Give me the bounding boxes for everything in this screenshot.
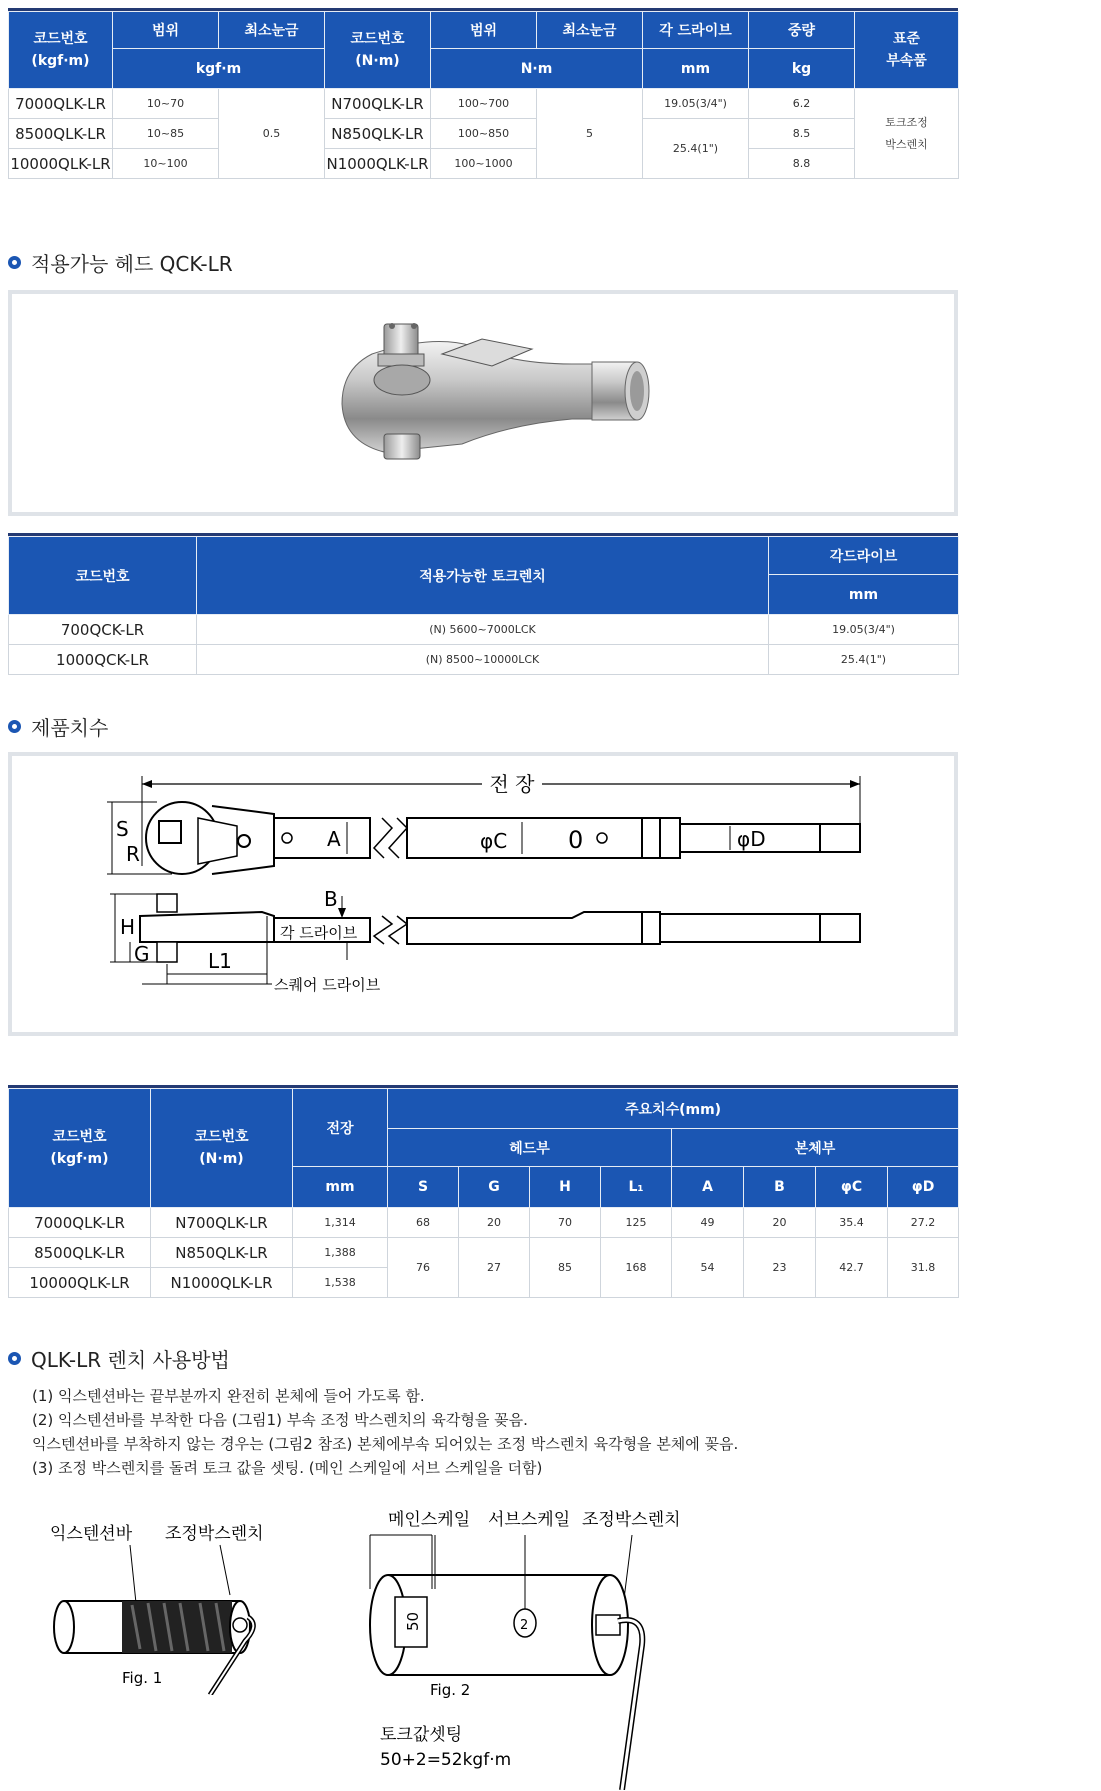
section-title-text: 적용가능 헤드 QCK-LR (31, 252, 233, 276)
label-H: H (120, 915, 136, 939)
header-head: 헤드부 (388, 1129, 672, 1167)
section-title-usage (8, 1344, 230, 1373)
header-col-D: φD (888, 1167, 959, 1208)
wrench-diagram-icon (12, 756, 954, 1032)
header-code-kgf: 코드번호 (kgf·m) (9, 12, 113, 89)
section-title-dims (8, 712, 108, 741)
range-kgf: 10~100 (113, 149, 219, 179)
fig2-illustration (360, 1505, 700, 1790)
dimension-table (8, 1088, 959, 1298)
section-title-text: QLK-LR 렌치 사용방법 (31, 1348, 230, 1372)
header-range-nm: 범위 (431, 12, 537, 49)
header-length: 전장 (293, 1089, 388, 1167)
header-drive-unit: mm (643, 49, 749, 89)
fig2-setting-title: 토크값셋팅 (380, 1725, 463, 1745)
instruction-item: 익스텐션바를 부착하지 않는 경우는 (그림2 참조) 본체에부속 되어있는 조정 박스렌치 육각형을 본체에 꽂음. (32, 1435, 739, 1453)
drive-value: 19.05(3/4") (643, 89, 749, 119)
header-body: 본체부 (672, 1129, 959, 1167)
instruction-item: (2) 익스텐션바를 부착한 다음 (그림1) 부속 조정 박스렌치의 육각형을 꽂음. (32, 1411, 528, 1429)
weight-value: 8.5 (749, 119, 855, 149)
bullet-icon (8, 1352, 21, 1365)
range-kgf: 10~70 (113, 89, 219, 119)
label-S: S (116, 817, 129, 841)
val-H: 85 (530, 1238, 601, 1298)
val-D: 27.2 (888, 1208, 959, 1238)
ratchet-head-icon (12, 294, 954, 512)
range-nm: 100~1000 (431, 149, 537, 179)
table-row (9, 1208, 959, 1238)
header-drive-unit: mm (769, 575, 959, 615)
label-D: φD (737, 827, 766, 851)
code-nm: N700QLK-LR (151, 1208, 293, 1238)
code-nm: N1000QLK-LR (151, 1268, 293, 1298)
label-angle-drive: 각 드라이브 (280, 924, 358, 942)
dimension-drawing (8, 752, 958, 1036)
fig1-caption: Fig. 1 (122, 1669, 163, 1687)
header-range: 범위 (113, 12, 219, 49)
min-scale-nm: 5 (537, 89, 643, 179)
fig2-scale-main: 50 (404, 1611, 422, 1631)
val-D: 31.8 (888, 1238, 959, 1298)
val-S: 76 (388, 1238, 459, 1298)
header-code-kgf: 코드번호 (kgf·m) (9, 1089, 151, 1208)
drive-value: 25.4(1") (643, 119, 749, 179)
header-col-L1: L₁ (601, 1167, 672, 1208)
wrench: (N) 5600~7000LCK (197, 615, 769, 645)
header-main-dims: 주요치수(mm) (388, 1089, 959, 1129)
code: 700QCK-LR (9, 615, 197, 645)
wrench: (N) 8500~10000LCK (197, 645, 769, 675)
header-min-scale: 최소눈금 (219, 12, 325, 49)
range-kgf: 10~85 (113, 119, 219, 149)
table-row (9, 645, 959, 675)
header-col-C: φC (816, 1167, 888, 1208)
val-C: 42.7 (816, 1238, 888, 1298)
label-zero: 0 (568, 826, 584, 854)
header-col-A: A (672, 1167, 744, 1208)
label-square-drive: 스퀘어 드라이브 (274, 976, 381, 994)
code-nm: N850QLK-LR (151, 1238, 293, 1268)
section-title-head (8, 248, 233, 277)
fig1-illustration (40, 1515, 300, 1695)
val-B: 23 (744, 1238, 816, 1298)
val-S: 68 (388, 1208, 459, 1238)
val-H: 70 (530, 1208, 601, 1238)
label-L1: L1 (208, 949, 232, 973)
val-L1: 168 (601, 1238, 672, 1298)
fig2-label-box: 조정박스렌치 (582, 1510, 681, 1530)
min-scale-kgf: 0.5 (219, 89, 325, 179)
header-col-B: B (744, 1167, 816, 1208)
val-B: 20 (744, 1208, 816, 1238)
code-nm: N850QLK-LR (325, 119, 431, 149)
code: 1000QCK-LR (9, 645, 197, 675)
header-min-scale-nm: 최소눈금 (537, 12, 643, 49)
drive: 25.4(1") (769, 645, 959, 675)
label-C: φC (480, 829, 508, 853)
code-kgf: 7000QLK-LR (9, 1208, 151, 1238)
length: 1,314 (293, 1208, 388, 1238)
fig1-label-box: 조정박스렌치 (165, 1524, 264, 1544)
header-drive: 각 드라이브 (643, 12, 749, 49)
header-std-accessory: 표준 부속품 (855, 12, 959, 89)
bullet-icon (8, 720, 21, 733)
header-unit-nm: N·m (431, 49, 643, 89)
header-length-unit: mm (293, 1167, 388, 1208)
spec-table (8, 11, 959, 179)
label-A: A (327, 827, 341, 851)
range-nm: 100~850 (431, 119, 537, 149)
label-total-length: 전 장 (489, 772, 535, 796)
drive: 19.05(3/4") (769, 615, 959, 645)
header-wrench: 적용가능한 토크렌치 (197, 537, 769, 615)
header-col-H: H (530, 1167, 601, 1208)
fig2-label-sub: 서브스케일 (488, 1510, 571, 1530)
section-title-text: 제품치수 (31, 716, 109, 740)
val-L1: 125 (601, 1208, 672, 1238)
val-G: 20 (459, 1208, 530, 1238)
code-nm: N700QLK-LR (325, 89, 431, 119)
val-A: 49 (672, 1208, 744, 1238)
code-kgf: 10000QLK-LR (9, 149, 113, 179)
header-drive: 각드라이브 (769, 537, 959, 575)
head-table (8, 536, 959, 675)
label-R: R (126, 842, 140, 866)
fig1-label-ext: 익스텐션바 (50, 1524, 133, 1544)
instructions (32, 1384, 952, 1480)
val-A: 54 (672, 1238, 744, 1298)
label-B: B (324, 887, 338, 911)
fig2-label-main: 메인스케일 (388, 1510, 471, 1530)
table-row (9, 1238, 959, 1268)
range-nm: 100~700 (431, 89, 537, 119)
table-row (9, 89, 959, 119)
weight-value: 6.2 (749, 89, 855, 119)
instruction-item: (3) 조정 박스렌치를 돌려 토크 값을 셋팅. (메인 스케일에 서브 스케일을 더함) (32, 1459, 543, 1477)
length: 1,538 (293, 1268, 388, 1298)
head-photo (8, 290, 958, 516)
code-nm: N1000QLK-LR (325, 149, 431, 179)
header-weight-unit: kg (749, 49, 855, 89)
table-row (9, 149, 959, 179)
bullet-icon (8, 256, 21, 269)
label-G: G (134, 942, 150, 966)
header-weight: 중량 (749, 12, 855, 49)
weight-value: 8.8 (749, 149, 855, 179)
val-G: 27 (459, 1238, 530, 1298)
code-kgf: 10000QLK-LR (9, 1268, 151, 1298)
length: 1,388 (293, 1238, 388, 1268)
code-kgf: 8500QLK-LR (9, 119, 113, 149)
std-accessory: 토크조정 박스렌치 (855, 89, 959, 179)
fig2-caption: Fig. 2 (430, 1681, 471, 1699)
table-row (9, 615, 959, 645)
header-unit-kgf: kgf·m (113, 49, 325, 89)
fig2-scale-sub: 2 (520, 1618, 529, 1633)
instruction-item: (1) 익스텐션바는 끝부분까지 완전히 본체에 들어 가도록 함. (32, 1387, 425, 1405)
val-C: 35.4 (816, 1208, 888, 1238)
code-kgf: 7000QLK-LR (9, 89, 113, 119)
header-code-nm: 코드번호 (N·m) (325, 12, 431, 89)
table-row (9, 119, 959, 149)
header-code: 코드번호 (9, 537, 197, 615)
header-col-S: S (388, 1167, 459, 1208)
header-code-nm: 코드번호 (N·m) (151, 1089, 293, 1208)
header-col-G: G (459, 1167, 530, 1208)
code-kgf: 8500QLK-LR (9, 1238, 151, 1268)
fig2-setting-value: 50+2=52kgf·m (380, 1750, 512, 1770)
